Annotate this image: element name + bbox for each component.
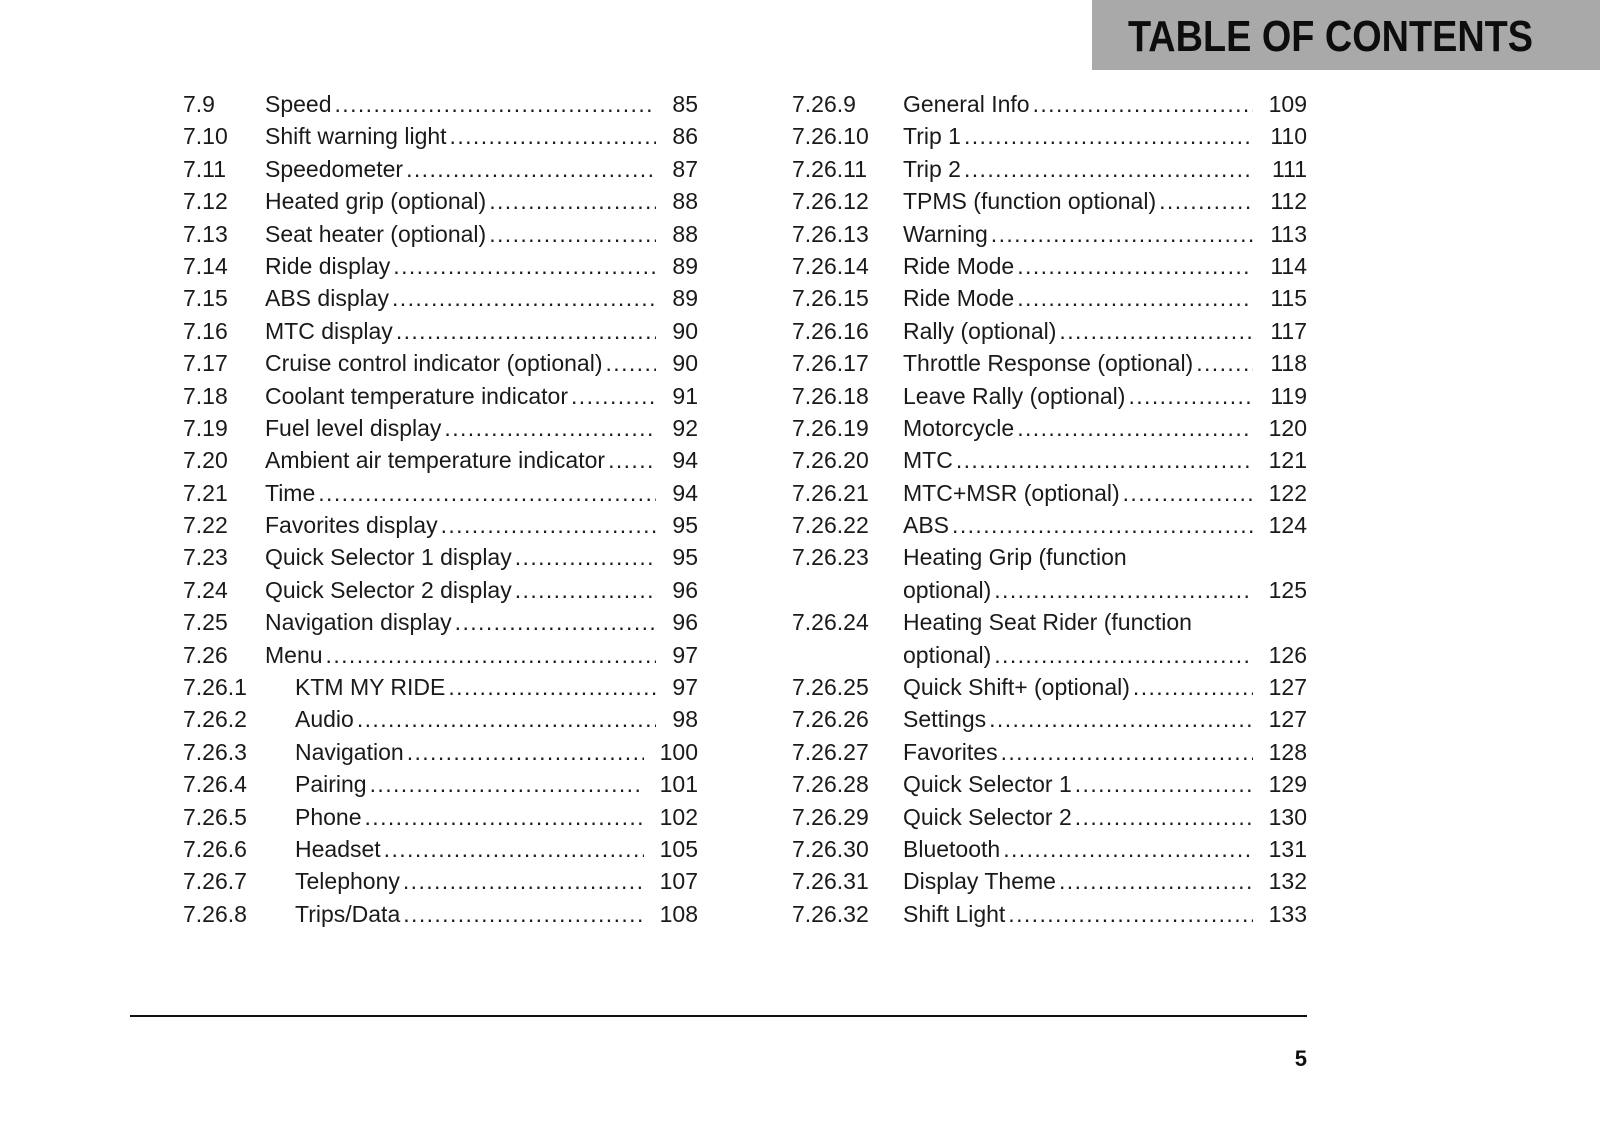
dot-leader	[1003, 833, 1253, 865]
toc-entry-page: 127	[1268, 706, 1307, 733]
toc-entry-title: Settings	[903, 706, 987, 733]
toc-entry-number: 7.26.32	[792, 900, 869, 927]
toc-entry-number: 7.26.20	[792, 447, 869, 474]
toc-entry-page: 86	[672, 123, 698, 150]
toc-entry-number: 7.26.22	[792, 512, 869, 539]
toc-entry-number: 7.17	[183, 350, 228, 377]
toc-entry-page: 129	[1268, 771, 1307, 798]
dot-leader	[571, 380, 656, 412]
toc-entry-page: 109	[1268, 91, 1307, 117]
toc-entry-title: Favorites display	[265, 512, 438, 539]
toc-entry[interactable]	[183, 606, 698, 638]
toc-entry-page: 110	[1270, 123, 1307, 150]
toc-entry-page: 133	[1268, 900, 1307, 927]
toc-entry-title: Bluetooth	[903, 836, 1001, 863]
toc-subentry[interactable]	[792, 606, 1307, 671]
toc-entry-page: 89	[672, 252, 698, 279]
toc-entry-number: 7.23	[183, 544, 228, 571]
dot-leader	[448, 671, 656, 703]
dot-leader	[318, 477, 656, 509]
toc-entry-title: KTM MY RIDE	[295, 674, 446, 701]
toc-subentry[interactable]	[183, 703, 698, 735]
dot-leader	[393, 250, 656, 282]
toc-entry-number: 7.16	[183, 317, 228, 344]
toc-entry-page: 113	[1270, 220, 1307, 247]
toc-subentry[interactable]	[792, 671, 1307, 703]
toc-entry-number: 7.18	[183, 382, 228, 409]
toc-entry[interactable]	[183, 185, 698, 217]
toc-entry-number: 7.26.8	[183, 900, 247, 927]
dot-leader	[964, 153, 1253, 185]
dot-leader	[515, 574, 656, 606]
toc-entry-title: Leave Rally (optional)	[903, 382, 1126, 409]
dot-leader	[335, 88, 656, 120]
toc-entry-number: 7.26.28	[792, 771, 869, 798]
toc-entry[interactable]	[183, 153, 698, 185]
toc-entry-title: Motorcycle	[903, 414, 1015, 441]
dot-leader	[1123, 477, 1253, 509]
toc-entry-title: Quick Selector 1 display	[265, 544, 512, 571]
toc-entry-title: Time	[265, 479, 316, 506]
toc-entry-page: 131	[1268, 836, 1307, 863]
toc-subentry[interactable]	[183, 833, 698, 865]
dot-leader	[1059, 315, 1253, 347]
toc-entry-title: Rally (optional)	[903, 317, 1057, 344]
toc-entry-title: Seat heater (optional)	[265, 220, 487, 247]
dot-leader	[1128, 380, 1253, 412]
toc-subentry[interactable]	[183, 736, 698, 768]
toc-column-right	[792, 88, 1307, 930]
toc-entry-number: 7.26.29	[792, 803, 869, 830]
toc-subentry[interactable]	[792, 865, 1307, 897]
toc-entry-number: 7.26.18	[792, 382, 869, 409]
toc-entry-title: Ambient air temperature indicator	[265, 447, 606, 474]
toc-entry[interactable]	[183, 477, 698, 509]
toc-entry-title: Navigation	[295, 738, 404, 765]
toc-entry-number: 7.26.26	[792, 706, 869, 733]
toc-entry-number: 7.26.2	[183, 706, 247, 733]
toc-entry[interactable]	[183, 250, 698, 282]
dot-leader	[1133, 671, 1253, 703]
toc-entry-title: Speedometer	[265, 155, 404, 182]
dot-leader	[403, 865, 644, 897]
dot-leader	[1001, 736, 1253, 768]
toc-entry-number: 7.26.10	[792, 123, 869, 150]
toc-entry-number: 7.11	[183, 155, 227, 182]
toc-entry-title: Telephony	[295, 868, 400, 895]
dot-leader	[989, 703, 1253, 735]
toc-column-left	[183, 88, 698, 930]
toc-entry-title: Ride display	[265, 252, 391, 279]
dot-leader	[365, 801, 644, 833]
dot-leader	[994, 639, 1253, 671]
toc-entry-title: Trip 2	[903, 155, 961, 182]
toc-entry-page: 122	[1268, 479, 1307, 506]
toc-entry-page: 97	[672, 674, 698, 701]
toc-entry-page: 96	[672, 576, 698, 603]
toc-subentry[interactable]	[792, 509, 1307, 541]
toc-entry-title: Quick Selector 1	[903, 771, 1072, 798]
toc-entry-title: Favorites	[903, 738, 998, 765]
toc-entry-number: 7.26.23	[792, 544, 869, 571]
toc-subentry[interactable]	[792, 736, 1307, 768]
toc-entry-page: 130	[1268, 803, 1307, 830]
dot-leader	[384, 833, 644, 865]
dot-leader	[450, 120, 656, 152]
toc-entry-number: 7.13	[183, 220, 228, 247]
toc-entry-page: 88	[672, 220, 698, 247]
toc-subentry[interactable]	[792, 768, 1307, 800]
dot-leader	[396, 315, 656, 347]
toc-entry[interactable]	[183, 282, 698, 314]
toc-subentry[interactable]	[183, 865, 698, 897]
toc-subentry[interactable]	[792, 833, 1307, 865]
toc-entry[interactable]	[183, 412, 698, 444]
toc-entry-title: Headset	[295, 835, 381, 862]
toc-entry-number: 7.26.16	[792, 317, 869, 344]
toc-entry-page: 90	[672, 317, 698, 344]
toc-entry-page: 132	[1268, 868, 1307, 895]
toc-entry-number: 7.12	[183, 188, 228, 215]
toc-entry-number: 7.26.31	[792, 868, 869, 895]
toc-entry-page: 105	[659, 835, 698, 862]
toc-entry[interactable]	[183, 88, 698, 120]
toc-entry-title: MTC	[903, 447, 953, 474]
dot-leader	[489, 185, 656, 217]
dot-leader	[407, 736, 644, 768]
toc-entry-page: 107	[659, 868, 698, 895]
dot-leader	[1075, 768, 1253, 800]
toc-entry-title: Speed	[265, 91, 332, 117]
toc-entry-number: 7.19	[183, 414, 228, 441]
toc-entry-number: 7.26.12	[792, 188, 869, 215]
toc-subentry[interactable]	[183, 898, 698, 930]
toc-entry-page: 120	[1268, 414, 1307, 441]
toc-subentry[interactable]	[792, 153, 1307, 185]
toc-entry-page: 95	[672, 512, 698, 539]
toc-entry[interactable]	[183, 120, 698, 152]
toc-subentry[interactable]	[792, 412, 1307, 444]
dot-leader	[1159, 185, 1253, 217]
toc-entry-title: Heated grip (optional)	[265, 188, 487, 215]
toc-entry-number: 7.26.4	[183, 771, 247, 798]
toc-entry-title: Menu	[265, 641, 323, 668]
toc-entry[interactable]	[183, 218, 698, 250]
toc-entry-page: 114	[1270, 252, 1307, 279]
toc-entry-number: 7.26.13	[792, 220, 869, 247]
toc-entry[interactable]	[183, 347, 698, 379]
toc-subentry[interactable]	[792, 250, 1307, 282]
dot-leader	[455, 606, 656, 638]
dot-leader	[952, 509, 1253, 541]
toc-entry-page: 111	[1272, 155, 1307, 182]
page-title: TABLE OF CONTENTS	[1128, 12, 1534, 61]
toc-entry-title: Navigation display	[265, 609, 452, 636]
dot-leader	[1008, 898, 1253, 930]
toc-entry-number: 7.26.17	[792, 350, 869, 377]
header-band	[1092, 0, 1600, 70]
dot-leader	[444, 412, 656, 444]
toc-entry-number: 7.10	[183, 123, 228, 150]
toc-entry-title: TPMS (function optional)	[903, 188, 1157, 215]
toc-entry-page: 102	[659, 803, 698, 830]
toc-entry-title: Cruise control indicator (optional)	[265, 350, 603, 377]
toc-subentry[interactable]	[792, 898, 1307, 930]
toc-entry-title: Trip 1	[903, 123, 961, 150]
toc-entry-number: 7.26.7	[183, 868, 247, 895]
toc-entry-title: Pairing	[295, 771, 367, 798]
toc-entry-title: ABS display	[265, 285, 390, 312]
toc-subentry[interactable]	[792, 444, 1307, 476]
toc-subentry[interactable]	[792, 477, 1307, 509]
toc-entry-number: 7.20	[183, 447, 228, 474]
dot-leader	[1017, 282, 1253, 314]
toc-entry-number: 7.26.3	[183, 738, 247, 765]
toc-entry-page: 100	[659, 738, 698, 765]
toc-entry-number: 7.25	[183, 609, 228, 636]
toc-subentry[interactable]	[183, 671, 698, 703]
toc-entry-page: 95	[672, 544, 698, 571]
toc-entry-page: 128	[1268, 738, 1307, 765]
toc-subentry[interactable]	[792, 282, 1307, 314]
dot-leader	[1075, 801, 1253, 833]
toc-entry-title: Shift Light	[903, 900, 1006, 927]
footer-divider	[130, 1015, 1307, 1017]
toc-entry-number: 7.26	[183, 641, 228, 668]
toc-entry-page: 98	[672, 706, 698, 733]
toc-entry[interactable]	[183, 509, 698, 541]
dot-leader	[326, 639, 656, 671]
toc-subentry[interactable]	[183, 801, 698, 833]
toc-entry-title: Heating Grip (function	[903, 544, 1127, 571]
toc-entry-number: 7.26.1	[183, 674, 247, 701]
dot-leader	[515, 541, 656, 573]
dot-leader	[392, 282, 656, 314]
dot-leader	[370, 768, 644, 800]
toc-entry[interactable]	[183, 444, 698, 476]
toc-entry-title: Fuel level display	[265, 414, 442, 441]
toc-entry-number: 7.26.5	[183, 803, 247, 830]
toc-entry-title: Coolant temperature indicator	[265, 382, 568, 409]
dot-leader	[441, 509, 656, 541]
toc-entry-number: 7.24	[183, 576, 228, 603]
toc-subentry[interactable]	[792, 88, 1307, 120]
toc-entry-page: 118	[1270, 350, 1307, 377]
toc-subentry[interactable]	[792, 120, 1307, 152]
toc-subentry[interactable]	[183, 768, 698, 800]
toc-entry-number: 7.22	[183, 512, 228, 539]
dot-leader	[964, 120, 1253, 152]
toc-entry-number: 7.21	[183, 479, 228, 506]
toc-entry[interactable]	[183, 541, 698, 573]
toc-entry-number: 7.26.11	[792, 155, 868, 182]
dot-leader	[489, 218, 656, 250]
dot-leader	[357, 703, 656, 735]
toc-subentry[interactable]	[792, 703, 1307, 735]
toc-entry-number: 7.26.30	[792, 836, 869, 863]
toc-entry-number: 7.26.9	[792, 91, 856, 117]
toc-entry-page: 112	[1270, 188, 1307, 215]
dot-leader	[1059, 865, 1253, 897]
toc-entry-page: 115	[1270, 285, 1307, 312]
toc-subentry[interactable]	[792, 541, 1307, 606]
toc-subentry[interactable]	[792, 347, 1307, 379]
toc-entry-number: 7.26.14	[792, 252, 869, 279]
toc-entry-page: 92	[672, 414, 698, 441]
toc-entry-page: 91	[672, 382, 698, 409]
dot-leader	[1017, 250, 1253, 282]
toc-entry-number: 7.14	[183, 252, 228, 279]
toc-entry-title: Quick Selector 2 display	[265, 576, 512, 603]
toc-entry-title: Ride Mode	[903, 285, 1015, 312]
toc-entry-page: 94	[672, 479, 698, 506]
dot-leader	[1196, 347, 1253, 379]
toc-entry-page: 88	[672, 188, 698, 215]
toc-subentry[interactable]	[792, 218, 1307, 250]
toc-entry[interactable]	[183, 380, 698, 412]
toc-subentry[interactable]	[792, 380, 1307, 412]
toc-entry-number: 7.26.27	[792, 738, 869, 765]
toc-entry-number: 7.26.24	[792, 609, 869, 636]
toc-entry-page: 126	[1268, 641, 1307, 668]
toc-entry-title-continued: optional)	[903, 641, 992, 668]
toc-entry-title: Trips/Data	[295, 900, 401, 927]
toc-entry-title: Quick Shift+ (optional)	[903, 674, 1130, 701]
toc-entry-page: 124	[1268, 512, 1307, 539]
toc-entry-page: 85	[672, 91, 698, 117]
toc-entry-title: Throttle Response (optional)	[903, 350, 1194, 377]
toc-entry-page: 89	[672, 285, 698, 312]
dot-leader	[608, 444, 656, 476]
toc-entry-title-continued: optional)	[903, 576, 992, 603]
toc-entry-page: 108	[659, 900, 698, 927]
toc-entry[interactable]	[183, 574, 698, 606]
toc-entry-number: 7.26.25	[792, 674, 869, 701]
toc-entry-title: Heating Seat Rider (function	[903, 609, 1192, 636]
toc-entry-number: 7.26.21	[792, 479, 869, 506]
toc-entry-page: 87	[672, 155, 698, 182]
toc-entry-page: 125	[1268, 576, 1307, 603]
toc-entry-page: 97	[672, 641, 698, 668]
toc-entry-title: Audio	[295, 706, 354, 733]
dot-leader	[1017, 412, 1253, 444]
dot-leader	[1033, 88, 1253, 120]
toc-entry-page: 90	[672, 350, 698, 377]
toc-entry-title: MTC display	[265, 317, 393, 344]
toc-entry-page: 127	[1268, 674, 1307, 701]
toc-entry-page: 117	[1270, 317, 1307, 344]
toc-entry[interactable]	[183, 315, 698, 347]
toc-entry-title: General Info	[903, 91, 1030, 117]
toc-entry-title: Shift warning light	[265, 123, 447, 150]
toc-entry-title: Quick Selector 2	[903, 803, 1072, 830]
toc-entry-number: 7.15	[183, 285, 228, 312]
dot-leader	[956, 444, 1253, 476]
toc-entry-number: 7.9	[183, 91, 215, 117]
page-number: 5	[1294, 1046, 1307, 1071]
toc-entry-title: Phone	[295, 803, 362, 830]
toc-subentry[interactable]	[792, 801, 1307, 833]
toc-entry-page: 119	[1270, 382, 1307, 409]
dot-leader	[994, 574, 1253, 606]
toc-entry-title: Ride Mode	[903, 252, 1015, 279]
toc-entry-page: 96	[672, 609, 698, 636]
toc-entry-title: ABS	[903, 512, 950, 539]
toc-entry-title: MTC+MSR (optional)	[903, 479, 1120, 506]
dot-leader	[403, 898, 644, 930]
toc-entry-number: 7.26.6	[183, 835, 247, 862]
toc-entry[interactable]	[183, 639, 698, 671]
toc-subentry[interactable]	[792, 315, 1307, 347]
toc-entry-title: Display Theme	[903, 868, 1056, 895]
toc-entry-page: 101	[659, 771, 698, 798]
toc-entry-page: 94	[672, 447, 698, 474]
toc-entry-number: 7.26.19	[792, 414, 869, 441]
dot-leader	[991, 218, 1253, 250]
toc-subentry[interactable]	[792, 185, 1307, 217]
dot-leader	[406, 153, 656, 185]
toc-entry-page: 121	[1268, 447, 1307, 474]
toc-entry-title: Warning	[903, 220, 988, 247]
dot-leader	[606, 347, 657, 379]
toc-entry-number: 7.26.15	[792, 285, 869, 312]
